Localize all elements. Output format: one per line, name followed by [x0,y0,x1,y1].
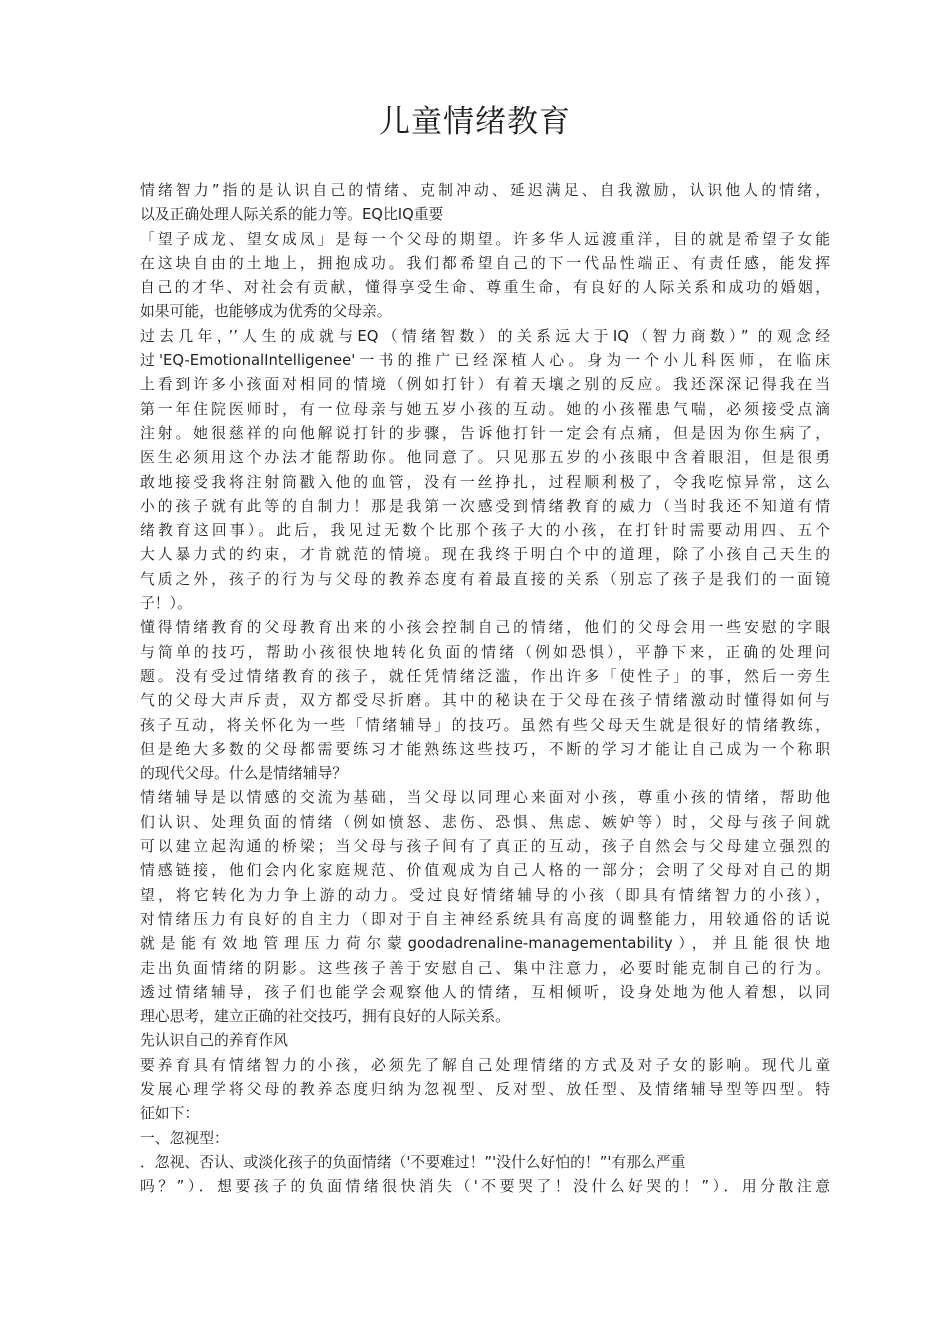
text-line: 的现代父母。什么是情绪辅导？ [140,765,348,783]
text-line: 就是能有效地管理压力荷尔蒙goodadrenaline-managementability），并且能很快地 [140,935,830,953]
text-line: 透过情绪辅导，孩子们也能学会观察他人的情绪，互相倾听，设身处地为他人着想，以同 [140,983,830,1001]
text-line: 情感链接，他们会内化家庭规范、价值观成为自己人格的一部分；会明了父母对自己的期 [140,862,830,880]
text-line: 注射。她很慈祥的向他解说打针的步骤，告诉他打针一定会有点痛，但是因为你生病了， [140,424,830,442]
text-line: 但是绝大多数的父母都需要练习才能熟练这些技巧，不断的学习才能让自己成为一个称职 [140,740,830,758]
text-line: 敢地接受我将注射筒戳入他的血管，没有一丝挣扎，过程顺利极了，令我吃惊异常，这么 [140,473,830,491]
text-line: 要养育具有情绪智力的小孩，必须先了解自己处理情绪的方式及对子女的影响。现代儿童 [140,1056,830,1074]
text-line: 大人暴力式的约束，才肯就范的情境。现在我终于明白个中的道理，除了小孩自己天生的 [140,546,830,564]
text-line: 医生必须用这个办法才能帮助你。他同意了。只见那五岁的小孩眼中含着眼泪，但是很勇 [140,449,830,467]
text-line: 绪教育这回事）。此后，我见过无数个比那个孩子大的小孩，在打针时需要动用四、五个 [140,522,830,540]
text-line: 第一年住院医师时，有一位母亲与她五岁小孩的互动。她的小孩罹患气喘，必须接受点滴 [140,400,830,418]
text-line: 气的父母大声斥责，双方都受尽折磨。其中的秘诀在于父母在孩子情绪激动时懂得如何与 [140,692,830,710]
document-title: 儿童情绪教育 [379,104,571,140]
text-line: 一、忽视型： [140,1129,229,1147]
text-line: 「望子成龙、望女成凤」是每一个父母的期望。许多华人远渡重洋，目的就是希望子女能 [140,230,830,248]
text-line: 可以建立起沟通的桥梁；当父母与孩子间有了真正的互动，孩子自然会与父母建立强烈的 [140,838,830,856]
text-line: 以及正确处理人际关系的能力等。EQ比IQ重要 [140,206,444,224]
text-line: 与简单的技巧，帮助小孩很快地转化负面的情绪（例如恐惧），平静下来，正确的处理问 [140,643,830,661]
text-line: 过去几年，’’人生的成就与EQ（情绪智数）的关系远大于IQ（智力商数）” 的观念经 [140,327,830,345]
text-line: 先认识自己的养育作风 [140,1032,288,1050]
text-line: 发展心理学将父母的教养态度归纳为忽视型、反对型、放任型、及情绪辅导型等四型。特 [140,1080,830,1098]
text-line: 征如下： [140,1105,200,1123]
text-line: 理心思考，建立正确的社交技巧，拥有良好的人际关系。 [140,1008,510,1026]
text-line: 望，将它转化为力争上游的动力。受过良好情绪辅导的小孩（即具有情绪智力的小孩）， [140,886,830,904]
text-line: 题。没有受过情绪教育的孩子，就任凭情绪泛滥，作出许多「使性子」的事，然后一旁生 [140,667,830,685]
text-line: 懂得情绪教育的父母教育出来的小孩会控制自己的情绪，他们的父母会用一些安慰的字眼 [140,619,830,637]
text-line: 情绪智力”指的是认识自己的情绪、克制冲动、延迟满足、自我激励，认识他人的情绪， [140,182,830,199]
text-line: 们认识、处理负面的情绪（例如愤怒、悲伤、恐惧、焦虑、嫉妒等）时，父母与孩子间就 [140,813,830,831]
text-line: 情绪辅导是以情感的交流为基础，当父母以同理心来面对小孩，尊重小孩的情绪，帮助他 [140,789,830,807]
text-line: 小的孩子就有此等的自制力！那是我第一次感受到情绪教育的威力（当时我还不知道有情 [140,497,830,515]
text-line: 孩子互动，将关怀化为一些「情绪辅导」的技巧。虽然有些父母天生就是很好的情绪教练， [140,716,830,734]
text-line: 如果可能，也能够成为优秀的父母亲。 [140,303,392,321]
document-body [140,179,830,1199]
text-line: 子！）。 [140,595,192,613]
text-line: 上看到许多小孩面对相同的情境（例如打针）有着天壤之别的反应。我还深深记得我在当 [140,376,830,394]
text-line: 走出负面情绪的阴影。这些孩子善于安慰自己、集中注意力，必要时能克制自己的行为。 [140,959,830,977]
text-line: ．忽视、否认、或淡化孩子的负面情绪（'不要难过！”'没什么好怕的！”'有那么严重 [140,1153,686,1171]
text-line: 吗？”）．想要孩子的负面情绪很快消失（'不要哭了！没什么好哭的！”）．用分散注意 [140,1178,830,1196]
text-line: 过'EQ-EmotionalIntelligenee'一书的推广已经深植人心。身为一个小儿科医师，在临床 [140,352,830,370]
text-line: 对情绪压力有良好的自主力（即对于自主神经系统具有高度的调整能力，用较通俗的话说 [140,910,830,928]
text-line: 自己的才华、对社会有贡献，懂得享受生命、尊重生命，有良好的人际关系和成功的婚姻， [140,279,830,297]
text-line: 气质之外，孩子的行为与父母的教养态度有着最直接的关系（别忘了孩子是我们的一面镜 [140,570,830,588]
text-line: 在这块自由的土地上，拥抱成功。我们都希望自己的下一代品性端正、有责任感，能发挥 [140,254,830,272]
